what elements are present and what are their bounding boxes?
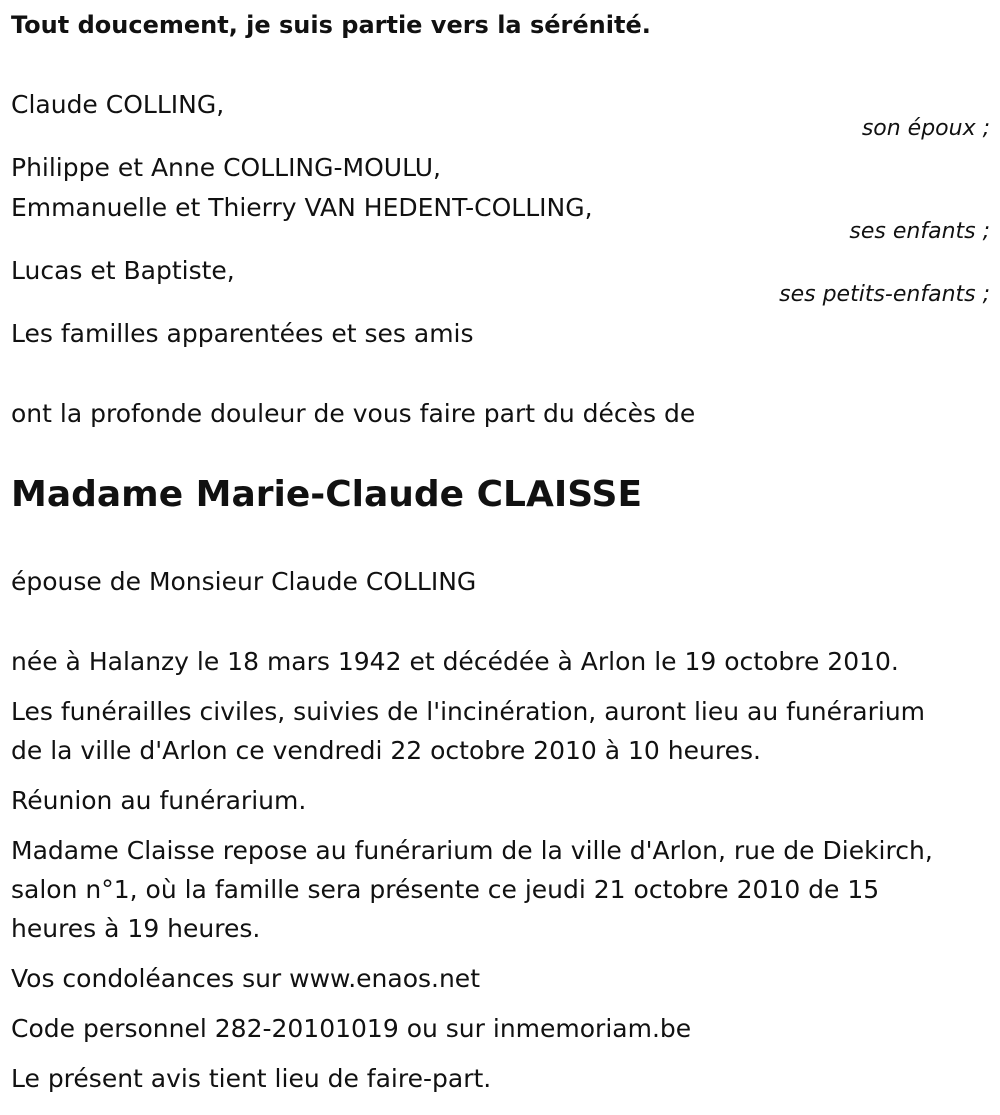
other-family: Les familles apparentées et ses amis [11, 319, 474, 348]
notice: Le présent avis tient lieu de faire-part. [11, 1064, 492, 1093]
personal-code: Code personnel 282-20101019 ou sur inmemoriam.be [11, 1014, 692, 1043]
spouse-of: épouse de Monsieur Claude COLLING [11, 567, 477, 596]
funeral-line-1: Les funérailles civiles, suivies de l'incinération, auront lieu au funérarium [11, 697, 926, 726]
deceased-name: Madame Marie-Claude CLAISSE [11, 474, 643, 515]
grandchildren-role: ses petits-enfants ; [779, 282, 990, 307]
announcement: ont la profonde douleur de vous faire part du décès de [11, 399, 696, 428]
spouse-role: son époux ; [861, 116, 990, 141]
grandchildren-names: Lucas et Baptiste, [11, 256, 235, 285]
spouse-name: Claude COLLING, [11, 90, 225, 119]
repose-line-1: Madame Claisse repose au funérarium de la ville d'Arlon, rue de Diekirch, [11, 836, 933, 865]
repose-line-2: salon n°1, où la famille sera présente ce jeudi 21 octobre 2010 de 15 [11, 875, 880, 904]
child-line-2: Emmanuelle et Thierry VAN HEDENT-COLLING, [11, 193, 593, 222]
child-line-1: Philippe et Anne COLLING-MOULU, [11, 153, 442, 182]
reunion: Réunion au funérarium. [11, 786, 307, 815]
children-role: ses enfants ; [849, 219, 990, 244]
repose-line-3: heures à 19 heures. [11, 914, 261, 943]
motto: Tout doucement, je suis partie vers la sérénité. [11, 11, 651, 39]
birth-death: née à Halanzy le 18 mars 1942 et décédée à Arlon le 19 octobre 2010. [11, 647, 899, 676]
condolences: Vos condoléances sur www.enaos.net [11, 964, 480, 993]
funeral-line-2: de la ville d'Arlon ce vendredi 22 octobre 2010 à 10 heures. [11, 736, 761, 765]
